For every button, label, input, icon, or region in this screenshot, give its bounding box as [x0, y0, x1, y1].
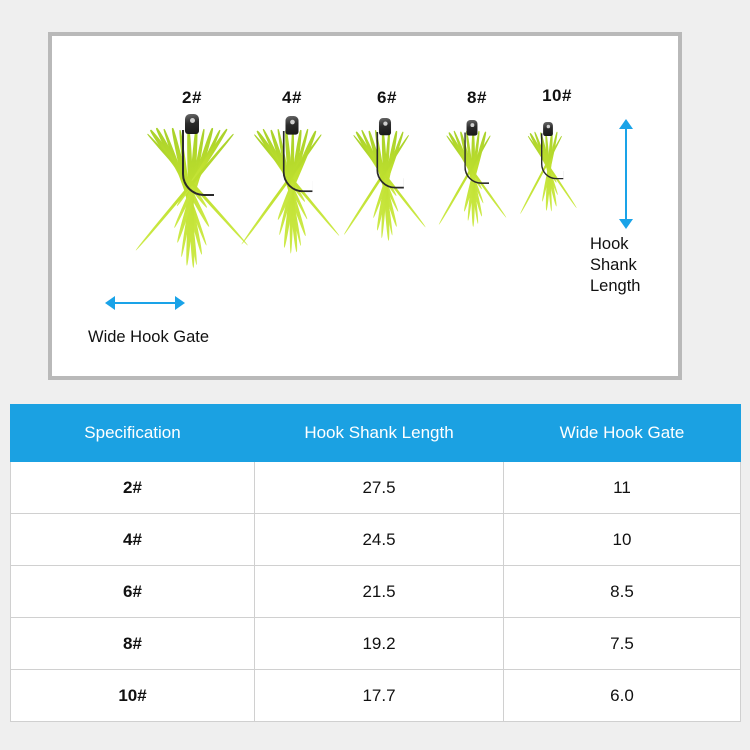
- hook-shank-length-caption-line-3: Length: [590, 277, 641, 295]
- cell-gate: 6.0: [504, 670, 741, 722]
- cell-shank: 24.5: [255, 514, 504, 566]
- cell-shank: 19.2: [255, 618, 504, 670]
- hook-wire: [541, 133, 563, 179]
- illustration-canvas: [52, 36, 678, 376]
- jig-eye-icon: [470, 123, 474, 127]
- table-row: [11, 566, 741, 618]
- hook-label-4: 4#: [282, 88, 302, 107]
- cell-shank: 17.7: [255, 670, 504, 722]
- cell-spec: 6#: [11, 566, 255, 618]
- hook-label-2: 2#: [182, 88, 202, 107]
- jig-eye-icon: [547, 125, 551, 129]
- column-header-specification: Specification: [11, 405, 255, 462]
- cell-gate: 8.5: [504, 566, 741, 618]
- hook-wire: [464, 132, 489, 183]
- cell-gate: 7.5: [504, 618, 741, 670]
- cell-spec: 8#: [11, 618, 255, 670]
- hook-label-8: 8#: [467, 88, 487, 107]
- hook-wire: [283, 131, 313, 192]
- table-header-row: [11, 405, 741, 462]
- hook-shank-length-caption: [590, 234, 678, 297]
- cell-shank: 27.5: [255, 462, 504, 514]
- jig-eye-icon: [290, 120, 295, 125]
- hook-shank-length-caption-line-1: Hook: [590, 235, 629, 253]
- hook-label-10: 10#: [542, 86, 572, 105]
- table-row: [11, 670, 741, 722]
- jig-eye-icon: [383, 121, 387, 125]
- product-illustration-panel: [48, 32, 682, 380]
- jig-head-icon: [185, 114, 199, 134]
- wide-hook-gate-caption: Wide Hook Gate: [88, 328, 210, 346]
- column-header-wide-hook-gate: Wide Hook Gate: [504, 405, 741, 462]
- cell-gate: 11: [504, 462, 741, 514]
- cell-spec: 10#: [11, 670, 255, 722]
- cell-gate: 10: [504, 514, 741, 566]
- cell-shank: 21.5: [255, 566, 504, 618]
- specification-table: [10, 404, 741, 722]
- hook-wire: [376, 132, 404, 189]
- table-row: [11, 462, 741, 514]
- hook-shank-length-caption-line-2: Shank: [590, 256, 637, 274]
- cell-spec: 4#: [11, 514, 255, 566]
- hook-wire: [182, 130, 214, 196]
- hook-label-6: 6#: [377, 88, 397, 107]
- cell-spec: 2#: [11, 462, 255, 514]
- wide-hook-gate-arrow-icon: [114, 302, 176, 304]
- table-row: [11, 618, 741, 670]
- jig-eye-icon: [190, 118, 195, 123]
- table-row: [11, 514, 741, 566]
- column-header-hook-shank-length: Hook Shank Length: [255, 405, 504, 462]
- hook-shank-length-arrow-icon: [625, 128, 627, 220]
